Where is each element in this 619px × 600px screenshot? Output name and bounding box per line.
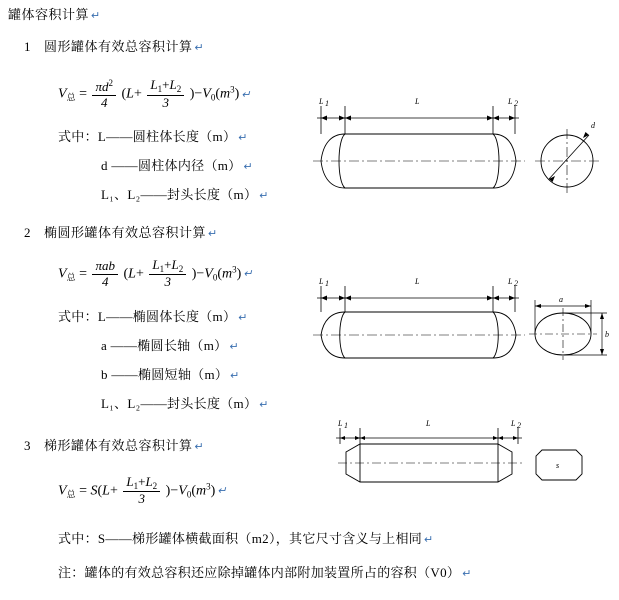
- where-item-line-2-1: [101, 335, 239, 354]
- pilcrow-mark: ↵: [238, 312, 248, 324]
- where-item-2-1: a ——椭圆长轴（m）: [101, 338, 228, 353]
- formula-3-S: S: [90, 483, 98, 499]
- pilcrow-mark: ↵: [243, 161, 253, 173]
- document-note: [58, 562, 472, 581]
- formula-1-lhs: V: [58, 86, 67, 102]
- formula-1-coef-num-sup: 2: [108, 78, 113, 88]
- section-number-1: 1: [24, 39, 31, 54]
- formula-2-unit-open: (: [217, 266, 222, 282]
- figure-cylinder-label-d: d: [591, 121, 595, 130]
- formula-3-inner-num-b-sub: 2: [152, 481, 158, 491]
- formula-3-inner-fraction: [123, 475, 160, 507]
- formula-3-unit-close: ): [210, 483, 216, 499]
- formula-3-unit-open: (: [191, 483, 196, 499]
- formula-1-inner-num-b-sub: 2: [176, 84, 182, 95]
- formula-1-inner-num: [147, 78, 184, 95]
- figure-ellipse-label-L: L: [415, 277, 420, 286]
- where-label-1: [58, 126, 248, 145]
- figure-trapezoid-label-l1-sub: 1: [344, 421, 348, 430]
- pilcrow-mark: ↵: [241, 88, 251, 101]
- formula-3-inner-num: [123, 475, 160, 492]
- formula-1-paren-close: ): [189, 86, 195, 102]
- where-item-line-1-2: [101, 184, 269, 203]
- section-heading-3: [24, 435, 204, 454]
- formula-2-minus: −: [196, 266, 205, 282]
- pilcrow-mark: ↵: [259, 399, 269, 411]
- formula-1-inner-den: 3: [162, 94, 170, 110]
- formula-2-unit-close: ): [236, 266, 242, 282]
- formula-1-coef-num: [92, 78, 116, 96]
- figure-ellipse-label-l1: L: [319, 277, 324, 286]
- formula-2-inner-num-b-sub: 2: [178, 264, 184, 274]
- formula-1-v0-sub: 0: [210, 92, 216, 103]
- figure-trapezoid-label-L: L: [426, 419, 431, 428]
- formula-2-coef-fraction: [92, 259, 118, 290]
- formula-3-inner-num-a: L: [126, 474, 134, 489]
- formula-3-v0: V: [178, 483, 187, 499]
- formula-3-inner-num-b: L: [145, 474, 153, 489]
- where-item-1-0: L——圆柱体长度（m）: [97, 129, 237, 144]
- where-item-2-0: L——椭圆体长度（m）: [97, 309, 237, 324]
- section-title-1: 圆形罐体有效总容积计算: [44, 39, 193, 54]
- section-title-2: 椭圆形罐体有效总容积计算: [44, 225, 207, 240]
- pilcrow-mark: ↵: [194, 441, 205, 453]
- formula-1-v0: V: [202, 86, 211, 102]
- where-item-2-3: L₁、L₂——封头长度（m）: [101, 396, 258, 411]
- where-item-line-2-3: [101, 393, 269, 412]
- formula-3-L: L: [102, 483, 110, 499]
- formula-2-coef-den: 4: [101, 273, 109, 289]
- figure-trapezoid-label-l2: L: [511, 419, 516, 428]
- where-text-3: 式中：S——梯形罐体横截面积（m2），其它尺寸含义与上相同: [58, 531, 423, 546]
- formula-1-unit-close: ): [234, 86, 240, 102]
- formula-1-L: L: [126, 86, 134, 102]
- formula-1-unit: m: [220, 86, 231, 102]
- pilcrow-mark: ↵: [229, 341, 239, 353]
- formula-3-paren-open: (: [97, 483, 103, 499]
- formula-1-plus: +: [133, 86, 142, 102]
- formula-2-inner-num-plus: +: [164, 257, 172, 272]
- formula-3: [58, 475, 227, 507]
- figure-cylinder-label-L: L: [415, 97, 420, 106]
- formula-2-paren-close: ): [191, 266, 197, 282]
- pilcrow-mark: ↵: [194, 42, 205, 54]
- formula-1-paren-open: (: [121, 86, 127, 102]
- figure-cylinder-label-l2: L: [508, 97, 513, 106]
- figure-trapezoid-label-s: s: [556, 461, 560, 470]
- formula-2: [58, 258, 253, 290]
- pilcrow-mark: ↵: [243, 268, 253, 281]
- section-heading-2: [24, 222, 218, 241]
- formula-3-v0-sub: 0: [186, 489, 192, 500]
- formula-1-inner-num-plus: +: [162, 77, 170, 93]
- formula-2-unit: m: [222, 266, 233, 282]
- formula-2-inner-fraction: [149, 258, 186, 290]
- formula-1-inner-num-a: L: [150, 77, 158, 93]
- document-note-text: 注：罐体的有效总容积还应除掉罐体内部附加装置所占的容积（V0）: [58, 565, 461, 580]
- pilcrow-mark: ↵: [424, 534, 434, 546]
- where-item-line-2-2: [101, 364, 240, 383]
- where-label-2-text: 式中：: [58, 309, 98, 324]
- formula-1-inner-fraction: [147, 78, 184, 110]
- section-heading-1: [24, 36, 204, 55]
- formula-2-inner-num-b: L: [171, 257, 179, 272]
- where-label-2: [58, 306, 248, 325]
- formula-3-inner-num-plus: +: [138, 474, 146, 489]
- formula-1-lhs-sub: 总: [66, 92, 76, 103]
- formula-1: [58, 78, 251, 111]
- formula-2-L: L: [128, 266, 136, 282]
- formula-1-unit-sup: 3: [230, 84, 235, 95]
- figure-trapezoid-label-l2-sub: 2: [517, 421, 521, 430]
- pilcrow-mark: ↵: [217, 485, 227, 498]
- formula-2-inner-num-a-sub: 1: [159, 264, 165, 274]
- formula-2-unit-sup: 3: [232, 264, 237, 275]
- formula-3-unit-sup: 3: [206, 481, 211, 492]
- formula-2-inner-num: [149, 258, 186, 275]
- where-item-1-2: L₁、L₂——封头长度（m）: [101, 187, 258, 202]
- formula-2-inner-den: 3: [164, 274, 172, 290]
- section-number-2: 2: [24, 225, 31, 240]
- figure-ellipse-label-l2-sub: 2: [514, 279, 518, 288]
- pilcrow-mark: ↵: [238, 132, 248, 144]
- pilcrow-mark: ↵: [91, 10, 101, 22]
- page-title-text: 罐体容积计算: [8, 7, 90, 22]
- formula-3-lhs: V: [58, 483, 67, 499]
- pilcrow-mark: ↵: [208, 228, 218, 240]
- figure-cylinder: [305, 92, 615, 207]
- formula-3-lhs-sub: 总: [66, 489, 76, 500]
- formula-3-unit: m: [195, 483, 207, 499]
- figure-ellipse-label-a: a: [559, 295, 563, 304]
- where-label-1-text: 式中：: [58, 129, 98, 144]
- formula-1-minus: −: [194, 86, 203, 102]
- pilcrow-mark: ↵: [259, 190, 269, 202]
- figure-ellipse: [305, 272, 615, 382]
- formula-1-coef-num-text: πd: [95, 79, 109, 94]
- formula-1-inner-num-b: L: [169, 77, 177, 93]
- formula-2-eq: =: [79, 266, 87, 282]
- figure-cylinder-label-l2-sub: 2: [514, 99, 518, 108]
- section-title-3: 梯形罐体有效总容积计算: [44, 438, 193, 453]
- where-item-1-1: d ——圆柱体内径（m）: [101, 158, 242, 173]
- formula-1-unit-open: (: [215, 86, 220, 102]
- formula-2-lhs-sub: 总: [66, 272, 76, 283]
- section-number-3: 3: [24, 438, 31, 453]
- where-line-3: [58, 528, 434, 547]
- where-item-2-2: b ——椭圆短轴（m）: [101, 367, 229, 382]
- formula-1-coef-den: 4: [100, 94, 108, 110]
- formula-2-lhs: V: [58, 266, 67, 282]
- formula-1-eq: =: [79, 86, 87, 102]
- formula-2-paren-open: (: [123, 266, 129, 282]
- figure-trapezoid: [330, 418, 615, 498]
- formula-3-plus: +: [109, 483, 118, 499]
- formula-2-v0: V: [204, 266, 213, 282]
- formula-1-inner-num-a-sub: 1: [157, 84, 163, 95]
- figure-cylinder-label-l1-sub: 1: [325, 99, 329, 108]
- formula-3-inner-num-a-sub: 1: [133, 481, 139, 491]
- formula-3-paren-close: ): [165, 483, 171, 499]
- formula-3-inner-den: 3: [138, 491, 146, 507]
- formula-2-plus: +: [135, 266, 144, 282]
- figure-ellipse-label-l2: L: [508, 277, 513, 286]
- formula-3-eq: =: [79, 483, 87, 499]
- where-item-line-1-1: [101, 155, 253, 174]
- formula-1-coef-fraction: [92, 78, 116, 111]
- pilcrow-mark: ↵: [462, 568, 472, 580]
- formula-2-inner-num-a: L: [152, 257, 160, 272]
- pilcrow-mark: ↵: [230, 370, 240, 382]
- figure-ellipse-label-b: b: [605, 330, 609, 339]
- figure-ellipse-label-l1-sub: 1: [325, 279, 329, 288]
- figure-cylinder-label-l1: L: [319, 97, 324, 106]
- figure-trapezoid-label-l1: L: [338, 419, 343, 428]
- formula-3-minus: −: [170, 483, 179, 499]
- formula-2-coef-num: πab: [92, 259, 118, 275]
- page-title: [8, 4, 101, 23]
- formula-2-v0-sub: 0: [212, 272, 218, 283]
